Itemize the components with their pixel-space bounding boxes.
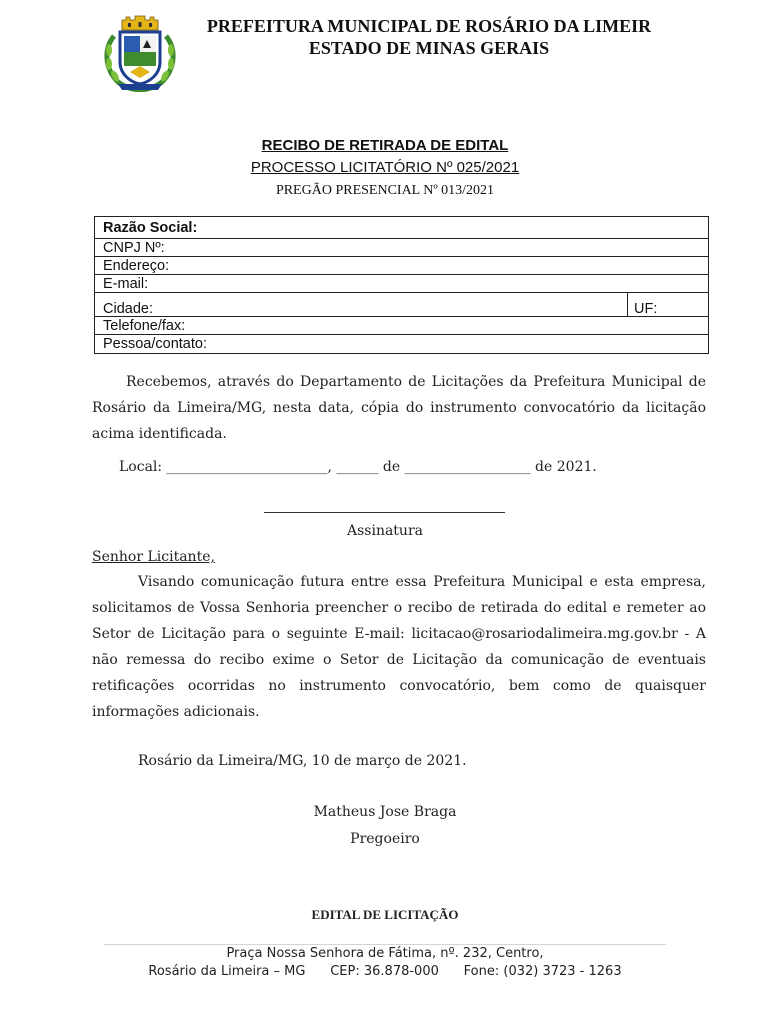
endereco-field: Endereço: <box>95 257 708 275</box>
footer-address: Praça Nossa Senhora de Fátima, nº. 232, Centro, <box>226 946 544 961</box>
pessoa-contato-field: Pessoa/contato: <box>103 336 207 352</box>
telefone-field: Telefone/fax: <box>95 317 708 335</box>
signer-role: Pregoeiro <box>350 831 420 847</box>
footer-contact: Rosário da Limeira – MG CEP: 36.878-000 Fone: (032) 3723 - 1263 <box>148 964 622 979</box>
header-state: ESTADO DE MINAS GERAIS <box>308 38 550 58</box>
cidade-field: Cidade: <box>103 301 153 317</box>
salutation: Senhor Licitante, <box>92 549 215 565</box>
email-field: E-mail: <box>95 275 708 293</box>
signer-name: Matheus Jose Braga <box>313 804 457 820</box>
cidade-row <box>95 293 708 317</box>
signature-label: Assinatura <box>346 523 423 539</box>
signature-line <box>264 512 505 513</box>
notice-paragraph: Visando comunicação futura entre essa Prefeitura Municipal e esta empresa, solicitamos de Vossa Senhoria preencher o recibo de retirada do edital e remeter ao Setor de Licitação para o seguinte E-mail: licitacao@rosariodalimeira.mg.gov.br - A não remessa do recibo exime o Setor de Licitação da comunicação de eventuais retificações ocorridas no instrumento convocatório, bem como de quaisquer informações adicionais. <box>92 574 706 720</box>
date-line: Rosário da Limeira/MG, 10 de março de 2021. <box>138 753 467 769</box>
pregao-number: PREGÃO PRESENCIAL Nº 013/2021 <box>275 183 495 198</box>
footer-divider <box>104 944 666 945</box>
receipt-title: RECIBO DE RETIRADA DE EDITAL <box>261 137 509 154</box>
razao-social-field: Razão Social: <box>95 217 708 239</box>
document-label: EDITAL DE LICITAÇÃO <box>311 907 459 922</box>
company-info-table <box>94 216 709 354</box>
local-date-line: Local: _______________________, ______ de __________________ de 2021. <box>119 459 597 475</box>
municipal-crest-icon <box>100 14 180 92</box>
cnpj-field: CNPJ Nº: <box>95 239 708 257</box>
receipt-paragraph: Recebemos, através do Departamento de Licitações da Prefeitura Municipal de Rosário da Limeira/MG, nesta data, cópia do instrumento convocatório da licitação acima identificada. <box>92 374 706 442</box>
process-number: PROCESSO LICITATÓRIO Nº 025/2021 <box>250 159 520 176</box>
header-municipality: PREFEITURA MUNICIPAL DE ROSÁRIO DA LIMEIR <box>206 16 652 36</box>
uf-field: UF: <box>627 293 657 316</box>
